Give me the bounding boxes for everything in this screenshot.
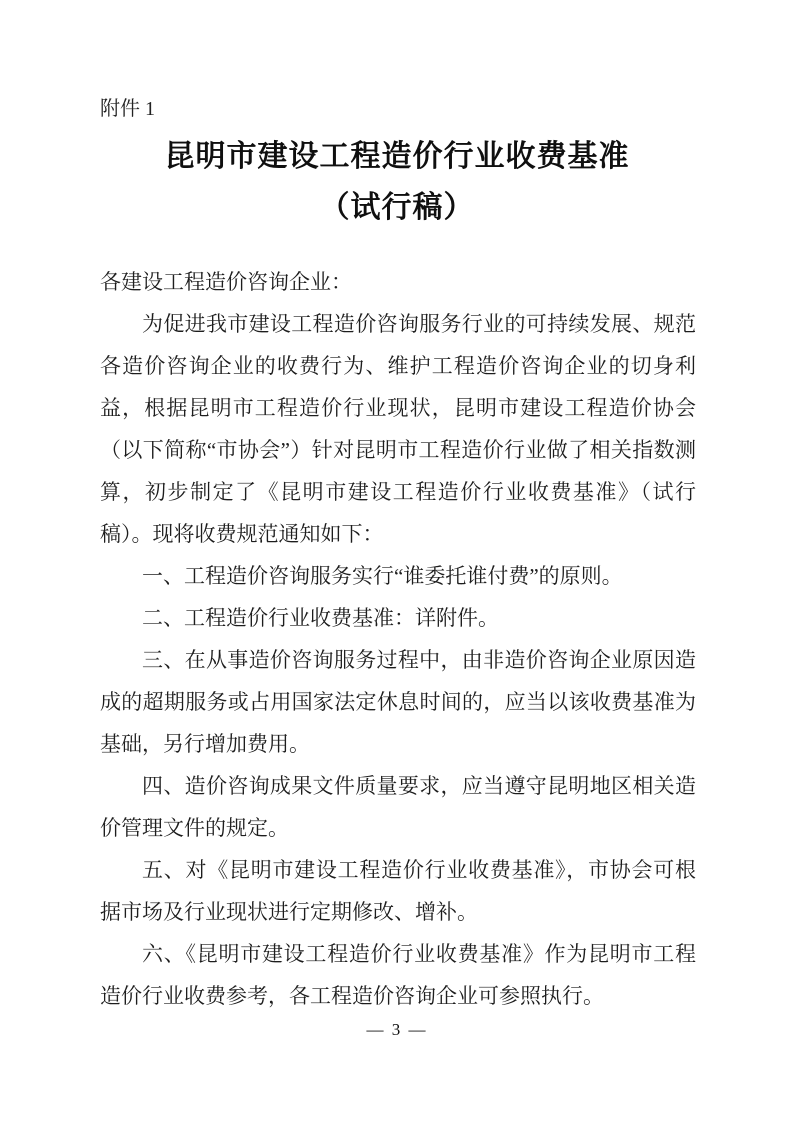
document-title: 昆明市建设工程造价行业收费基准 [164,140,630,173]
item-4: 四、造价咨询成果文件质量要求，应当遵守昆明地区相关造价管理文件的规定。 [100,774,696,840]
paragraph-intro: 为促进我市建设工程造价咨询服务行业的可持续发展、规范各造价咨询企业的收费行为、维护工程造价咨询企业的切身利益，根据昆明市工程造价行业现状，昆明市建设工程造价协会（以下简称“市协会”）针对昆明市工程造价行业做了相关指数测算，初步制定了《昆明市建设工程造价行业收费基准》（试行稿）。现将收费规范通知如下： [100,312,696,546]
item-1: 一、工程造价咨询服务实行“谁委托谁付费”的原则。 [142,564,623,588]
attachment-label: 附件 1 [100,98,155,120]
document-subtitle: （试行稿） [319,191,475,224]
item-3: 三、在从事造价咨询服务过程中，由非造价咨询企业原因造成的超期服务或占用国家法定休息时间的，应当以该收费基准为基础，另行增加费用。 [100,648,696,756]
document-body [100,261,696,1017]
item-5: 五、对《昆明市建设工程造价行业收费基准》，市协会可根据市场及行业现状进行定期修改、增补。 [100,858,696,924]
item-6: 六、《昆明市建设工程造价行业收费基准》作为昆明市工程造价行业收费参考，各工程造价咨询企业可参照执行。 [100,942,696,1008]
page-number: — 3 — [366,1020,428,1039]
title-block [0,131,794,233]
salutation: 各建设工程造价咨询企业： [100,270,352,294]
item-2: 二、工程造价行业收费基准：详附件。 [142,606,499,630]
